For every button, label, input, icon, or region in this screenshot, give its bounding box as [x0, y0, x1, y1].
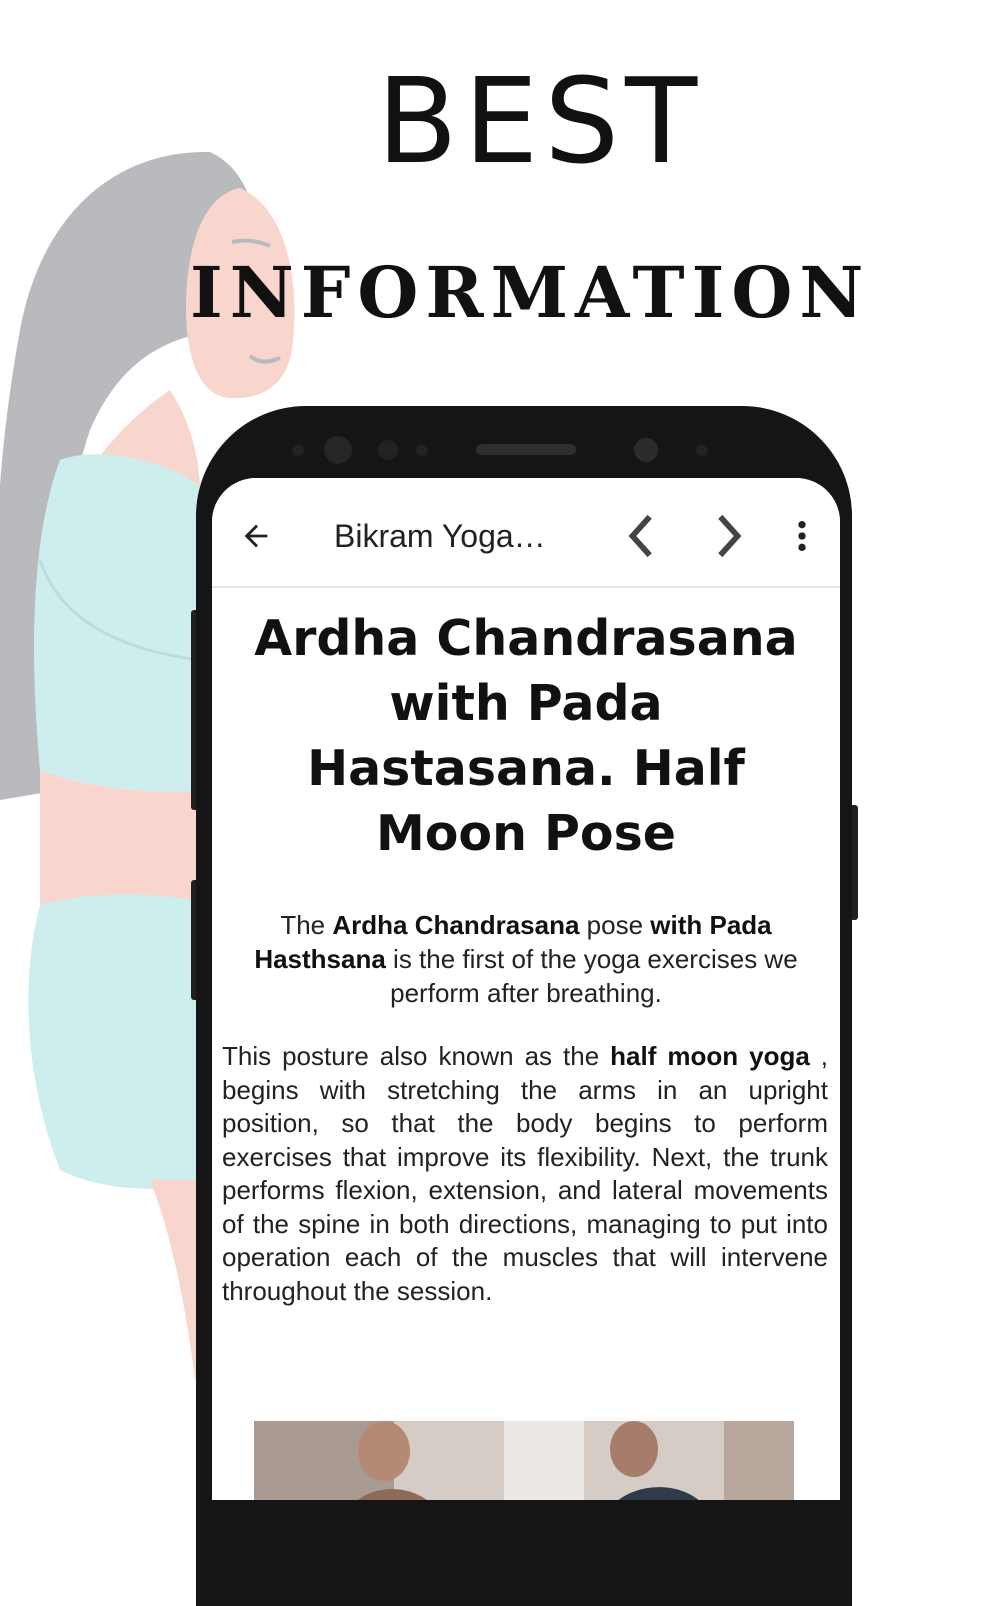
promo-headline-information: INFORMATION — [190, 251, 871, 334]
back-button[interactable] — [228, 508, 284, 564]
article-headline: Ardha Chandrasana with Pada Hastasana. Half Moon Pose — [254, 610, 798, 862]
more-vertical-icon — [796, 519, 808, 553]
phone-top-bezel — [196, 406, 852, 486]
photo-person-left — [358, 1421, 410, 1481]
phone-screen — [212, 478, 840, 1500]
intro-text: is the first of the yoga exercises we perform after breathing. — [385, 944, 798, 1008]
body-text: , begins with stretching the arms in an upright position, so that the body begins to perform exercises that improve its flexibility. Next, the trunk performs flexion, extension, and lateral movements of the spine in both directions, managing to put into operation each of the muscles that will intervene throughout the session. — [222, 1041, 829, 1306]
article-content — [212, 588, 840, 1308]
intro-bold-with-pada: with Pada Hasthsana — [254, 910, 772, 974]
camera-lens — [634, 438, 658, 462]
arrow-left-icon — [239, 519, 273, 553]
intro-text: The — [280, 910, 333, 940]
previous-button[interactable] — [614, 508, 670, 564]
sensor-dot — [378, 440, 398, 460]
article-intro — [232, 908, 820, 1010]
sensor-dot — [292, 444, 304, 456]
yoga-photo — [254, 1421, 794, 1500]
article-body-paragraph — [222, 1040, 828, 1308]
app-bar — [212, 478, 840, 588]
overflow-menu-button[interactable] — [774, 508, 830, 564]
photo-person-right — [610, 1421, 658, 1477]
promo-headline-best: BEST — [376, 52, 704, 190]
app-bar-title: Bikram Yoga… — [334, 518, 546, 554]
chevron-right-icon — [708, 513, 748, 559]
sensor-dot — [696, 444, 708, 456]
body-bold-half-moon-yoga: half moon yoga — [610, 1041, 810, 1071]
next-button[interactable] — [700, 508, 756, 564]
sensor-dot — [416, 444, 428, 456]
body-text: This posture also known as the — [222, 1041, 611, 1071]
intro-bold-pose-name: Ardha Chandrasana — [332, 910, 580, 940]
front-camera — [324, 436, 352, 464]
earpiece-speaker — [476, 444, 576, 455]
chevron-left-icon — [622, 513, 662, 559]
intro-text: pose — [579, 910, 651, 940]
